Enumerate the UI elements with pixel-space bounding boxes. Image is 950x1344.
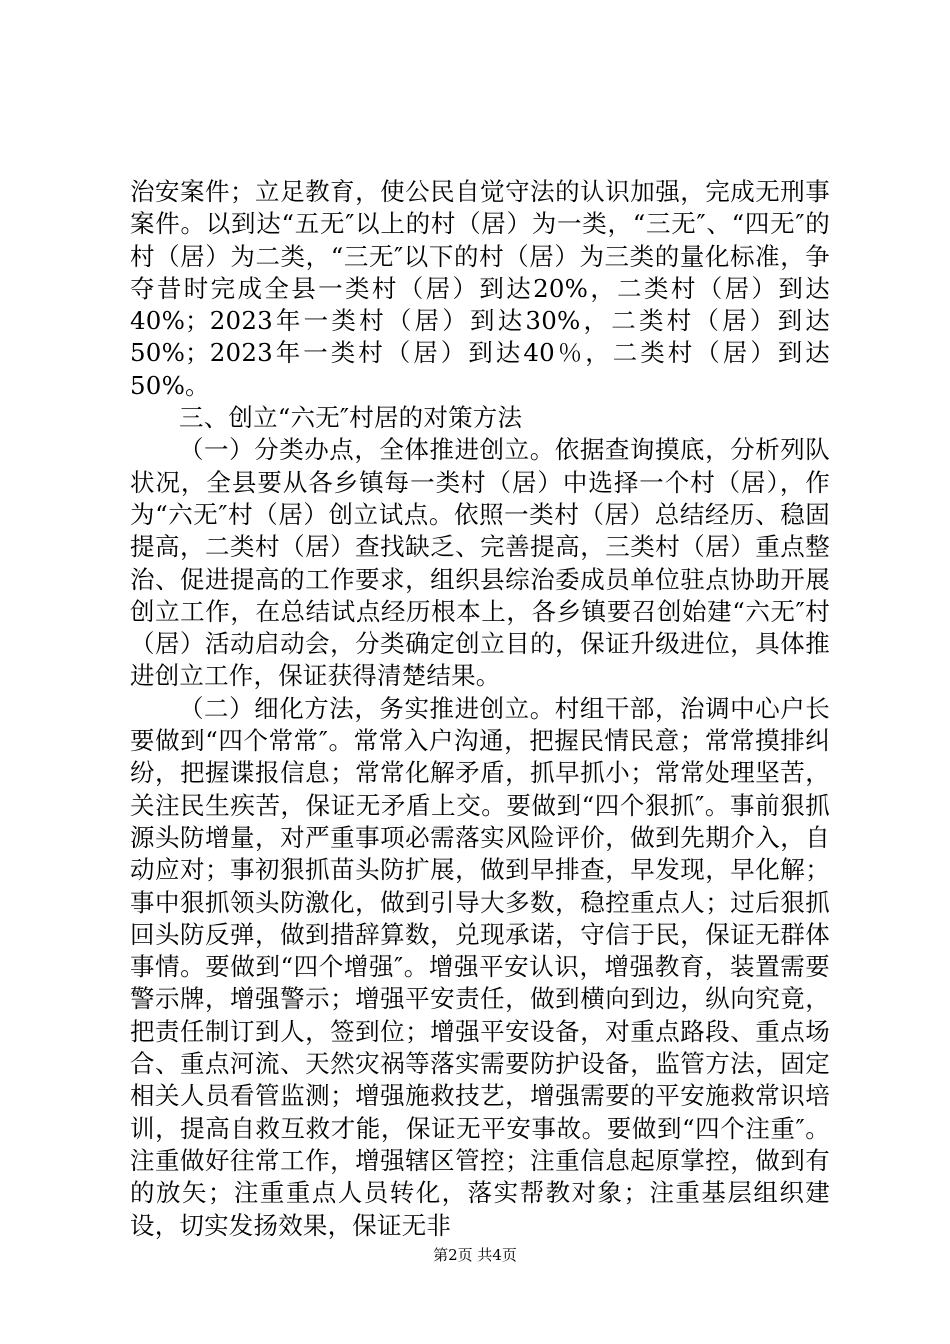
- paragraph-subsection-2: （二）细化方法，务实推进创立。村组干部，治调中心户长要做到“四个常常″。常常入户沟通，把握民情民意；常常摸排纠纷，把握谍报信息；常常化解矛盾，抓早抓小；常常处理坚苦，关注民生疾苦，保证无矛盾上交。要做到“四个狠抓″。事前狠抓源头防增量，对严重事项必需落实风险评价，做到先期介入，自动应对；事初狠抓苗头防扩展，做到早排查，早发现，早化解；事中狠抓领头防激化，做到引导大多数，稳控重点人；过后狠抓回头防反弹，做到措辞算数，兑现承诺，守信于民，保证无群体事情。要做到“四个增强″。增强平安认识，增强教育，装置需要警示牌，增强警示；增强平安责任，做到横向到边，纵向究竟，把责任制订到人，签到位；增强平安设备，对重点路段、重点场合、重点河流、天然灾祸等落实需要防护设备，监管方法，固定相关人员看管监测；增强施救技艺，增强需要的平安施救常识培训，提高自救互救才能，保证无平安事故。要做到“四个注重″。注重做好往常工作，增强辖区管控；注重信息起原掌控，做到有的放矢；注重重点人员转化，落实帮教对象；注重基层组织建设，切实发扬效果，保证无非: [130, 693, 830, 1240]
- document-body: [130, 176, 830, 1242]
- page-footer: 第2页 共4页: [433, 1246, 517, 1264]
- paragraph-subsection-1: （一）分类办点，全体推进创立。依据查询摸底，分析列队状况，全县要从各乡镇每一类村（居）中选择一个村（居），作为“六无″村（居）创立试点。依照一类村（居）总结经历、稳固提高，二类村（居）查找缺乏、完善提高，三类村（居）重点整治、促进提高的工作要求，组织县综治委成员单位驻点协助开展创立工作，在总结试点经历根本上，各乡镇要召创始建“六无″村（居）活动启动会，分类确定创立目的，保证升级进位，具体推进创立工作，保证获得清楚结果。: [130, 435, 830, 691]
- section-heading-3: 三、创立“六无″村居的对策方法: [179, 403, 523, 433]
- paragraph-continuation: 治安案件；立足教育，使公民自觉守法的认识加强，完成无刑事案件。以到达“五无″以上的村（居）为一类，“三无″、“四无″的村（居）为二类，“三无″以下的村（居）为三类的量化标准，争夺昔时完成全县一类村（居）到达20%，二类村（居）到达40%；2023年一类村（居）到达30%，二类村（居）到达50%；2023年一类村（居）到达40％，二类村（居）到达50%。: [130, 177, 830, 400]
